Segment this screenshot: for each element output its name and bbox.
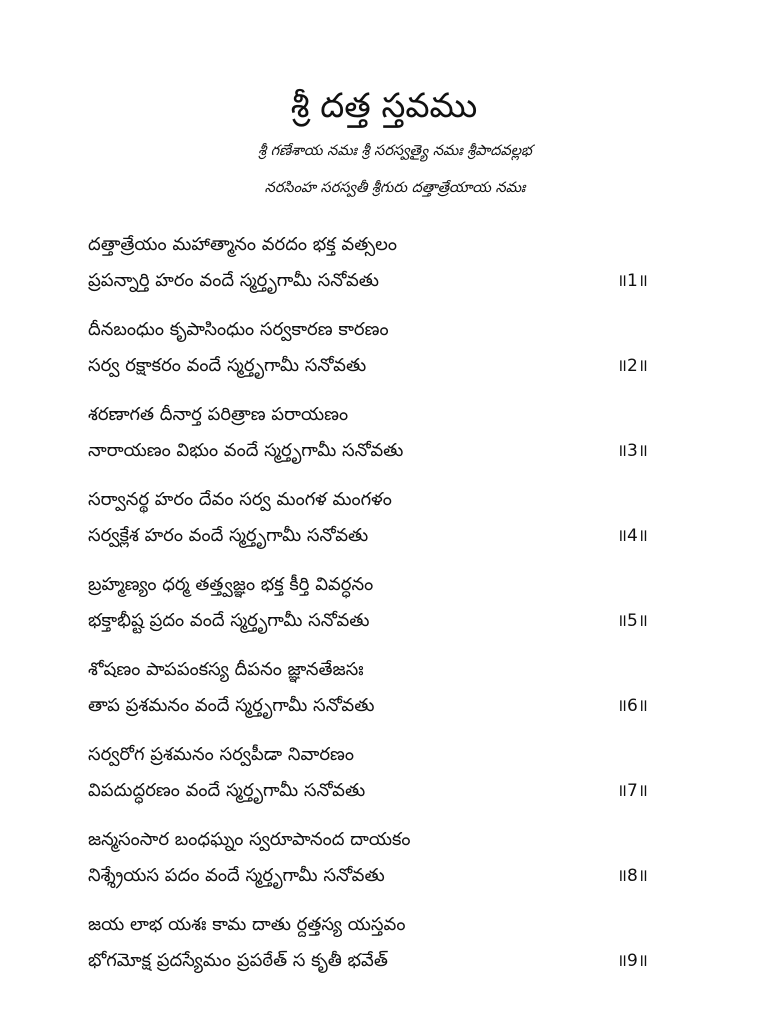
verse-line: జయ లాభ యశః కామ దాతు ర్దత్తస్య యస్తవం [88, 914, 406, 935]
verse-9 [88, 906, 648, 991]
verse-number: ॥2॥ [616, 356, 648, 376]
verse-line: ప్రపన్నార్తి హరం వందే స్మర్తృగామీ సనోవతు [88, 270, 379, 291]
verse-line: శోషణం పాపపంకస్య దీపనం జ్ఞానతేజసః [88, 659, 364, 680]
verse-number: ॥3॥ [616, 441, 648, 461]
verse-6 [88, 651, 648, 736]
verse-line: జన్మసంసార బంధఘ్నం స్వరూపానంద దాయకం [88, 829, 411, 850]
verse-line: సర్వ రక్షాకరం వందే స్మర్తృగామీ సనోవతు [88, 355, 367, 376]
verse-line: విపదుద్ధరణం వందే స్మర్తృగామీ సనోవతు [88, 780, 366, 801]
verse-1 [88, 226, 648, 311]
verse-line: బ్రహ్మణ్యం ధర్మ తత్త్వజ్ఞం భక్త కీర్తి వివర్ధనం [88, 574, 374, 595]
verse-7 [88, 736, 648, 821]
verse-line: సర్వక్లేశ హరం వందే స్మర్తృగామీ సనోవతు [88, 525, 369, 546]
verse-number: ॥4॥ [616, 526, 648, 546]
verse-line: భోగమోక్ష ప్రదస్యేమం ప్రపఠేత్ స కృతీ భవేత్ [88, 950, 388, 971]
verse-5 [88, 566, 648, 651]
verse-number: ॥7॥ [616, 781, 648, 801]
verse-line: నారాయణం విభుం వందే స్మర్తృగామీ సనోవతు [88, 440, 404, 461]
verse-number: ॥6॥ [616, 696, 648, 716]
verse-3 [88, 396, 648, 481]
verse-line: సర్వానర్థ హరం దేవం సర్వ మంగళ మంగళం [88, 489, 392, 510]
verse-4 [88, 481, 648, 566]
verse-8 [88, 821, 648, 906]
verse-number: ॥5॥ [616, 611, 648, 631]
invocation-line-1: శ్రీ గణేశాయ నమః శ్రీ సరస్వత్యై నమః శ్రీపాదవల్లభ [258, 143, 532, 159]
verse-number: ॥1॥ [616, 271, 648, 291]
invocation-line-2: నరసింహ సరస్వతీ శ్రీగురు దత్తాత్రేయాయ నమః [264, 180, 526, 196]
verse-list [88, 226, 648, 991]
verse-number: ॥8॥ [616, 866, 648, 886]
verse-line: సర్వరోగ ప్రశమనం సర్వపీడా నివారణం [88, 744, 355, 765]
verse-line: దత్తాత్రేయం మహాత్మానం వరదం భక్త వత్సలం [88, 234, 398, 255]
page-title: శ్రీ దత్త స్తవము [290, 86, 478, 126]
verse-number: ॥9॥ [616, 951, 648, 971]
verse-line: శరణాగత దీనార్త పరిత్రాణ పరాయణం [88, 404, 349, 425]
verse-line: తాప ప్రశమనం వందే స్మర్తృగామీ సనోవతు [88, 695, 375, 716]
verse-line: దీనబంధుం కృపాసింధుం సర్వకారణ కారణం [88, 319, 389, 340]
verse-line: నిశ్శ్రేయస పదం వందే స్మర్తృగామీ సనోవతు [88, 865, 385, 886]
verse-2 [88, 311, 648, 396]
verse-line: భక్తాభీష్ట ప్రదం వందే స్మర్తృగామీ సనోవతు [88, 610, 370, 631]
